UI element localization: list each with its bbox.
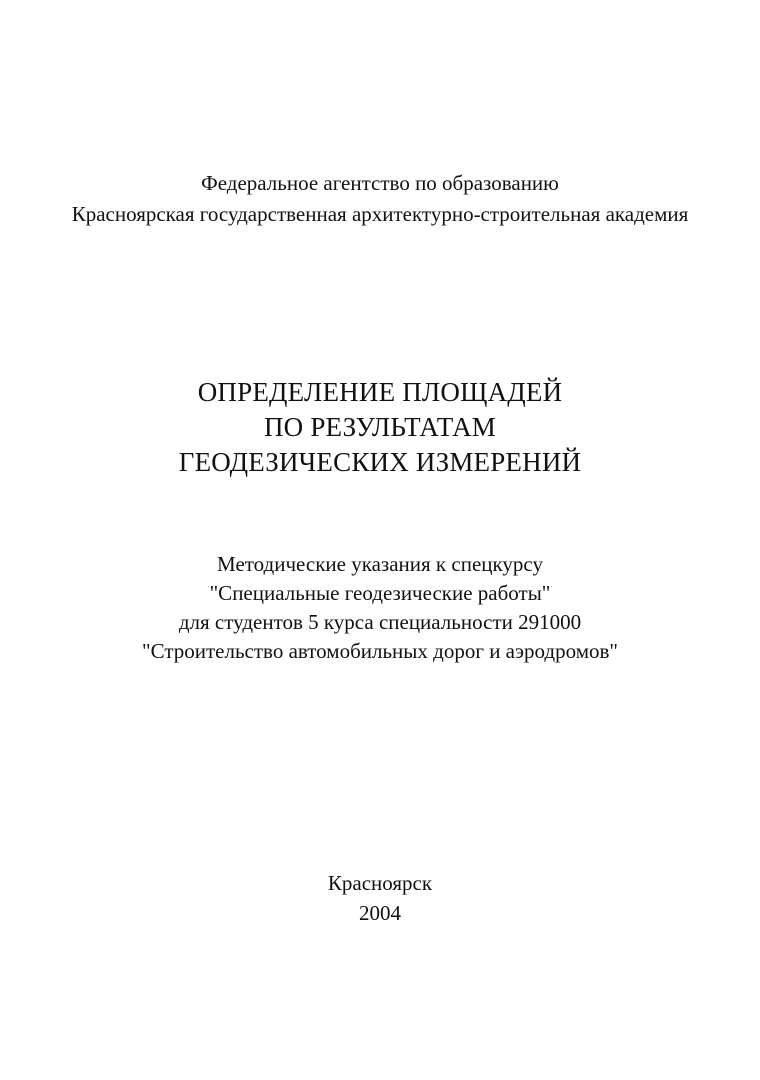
title-line: ОПРЕДЕЛЕНИЕ ПЛОЩАДЕЙ [197, 377, 563, 407]
title-line: ПО РЕЗУЛЬТАТАМ [263, 412, 497, 442]
subtitle-line: Методические указания к спецкурсу [217, 552, 543, 576]
academy-name: Красноярская государственная архитектурно-строительная академия [71, 202, 689, 226]
title-line: ГЕОДЕЗИЧЕСКИХ ИЗМЕРЕНИЙ [178, 447, 582, 477]
document-title [0, 375, 760, 480]
subtitle-line: "Специальные геодезические работы" [209, 581, 551, 605]
agency-name: Федеральное агентство по образованию [201, 171, 559, 195]
imprint [0, 868, 760, 928]
year: 2004 [359, 901, 401, 925]
publisher-header [0, 168, 760, 230]
document-subtitle [0, 550, 760, 666]
subtitle-line: для студентов 5 курса специальности 291000 [178, 610, 582, 634]
subtitle-line: "Строительство автомобильных дорог и аэродромов" [142, 639, 618, 663]
city: Красноярск [327, 871, 433, 895]
